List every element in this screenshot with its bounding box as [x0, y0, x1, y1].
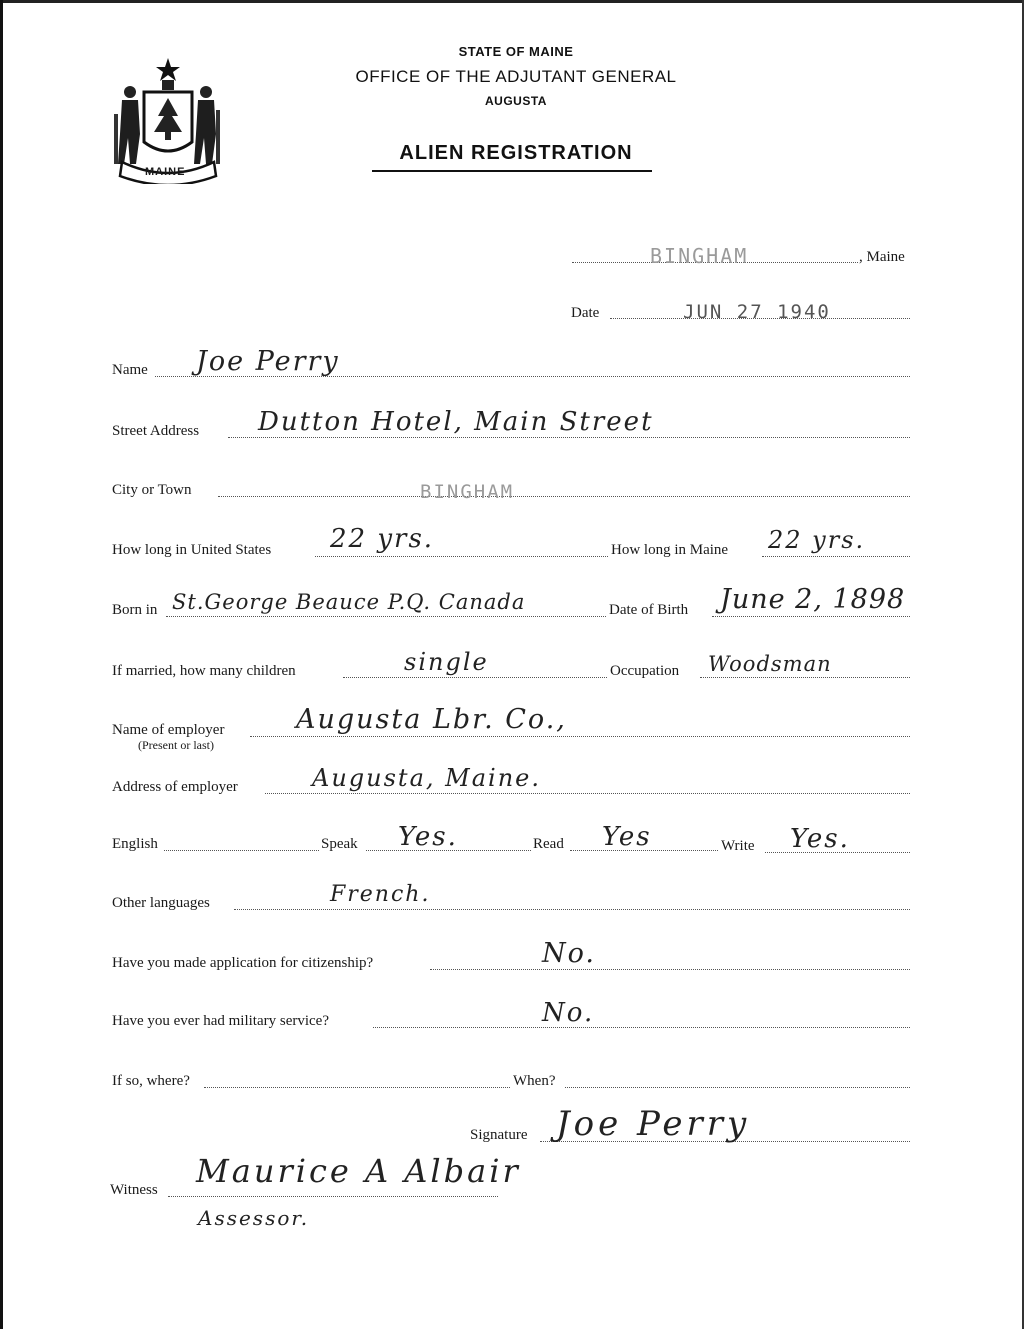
how-long-us-value: 22 yrs.: [330, 524, 435, 554]
date-of-birth-line: [712, 616, 910, 617]
employer-name-line: [250, 736, 910, 737]
header-state: STATE OF MAINE: [458, 44, 574, 59]
how-long-maine-line: [762, 556, 910, 557]
name-value: Joe Perry: [196, 346, 340, 377]
street-address-value: Dutton Hotel, Main Street: [258, 407, 654, 437]
when-label: When?: [513, 1073, 556, 1089]
witness-label: Witness: [110, 1182, 158, 1198]
other-languages-label: Other languages: [112, 895, 210, 911]
english-label: English: [112, 836, 158, 852]
title-underline: [372, 170, 652, 172]
military-label: Have you ever had military service?: [112, 1013, 329, 1029]
signature-value: Joe Perry: [556, 1104, 751, 1144]
occupation-line: [700, 677, 910, 678]
employer-name-label: Name of employer: [112, 722, 225, 738]
write-value: Yes.: [790, 824, 850, 854]
date-of-birth-label: Date of Birth: [609, 602, 689, 618]
write-label: Write: [721, 838, 755, 854]
speak-label: Speak: [321, 836, 358, 852]
other-languages-line: [234, 909, 910, 910]
children-value: single: [404, 648, 489, 676]
date-label: Date: [571, 305, 600, 321]
employer-address-label: Address of employer: [112, 779, 238, 795]
maine-label: , Maine: [859, 249, 905, 265]
document-title: ALIEN REGISTRATION: [399, 142, 633, 164]
read-value: Yes: [602, 822, 652, 852]
if-so-where-label: If so, where?: [112, 1073, 190, 1089]
speak-value: Yes.: [398, 822, 458, 852]
street-address-line: [228, 437, 910, 438]
witness-title: Assessor.: [198, 1206, 310, 1230]
children-line: [343, 677, 607, 678]
header-city: AUGUSTA: [485, 94, 547, 108]
employer-address-value: Augusta, Maine.: [312, 764, 541, 792]
street-address-label: Street Address: [112, 423, 200, 439]
military-value: No.: [542, 998, 595, 1028]
city-town-label: City or Town: [112, 482, 192, 498]
maine-state-seal-icon: [112, 54, 224, 184]
military-line: [373, 1027, 910, 1028]
signature-label: Signature: [470, 1127, 528, 1143]
if-so-where-line: [204, 1087, 510, 1088]
employer-address-line: [265, 793, 910, 794]
occupation-label: Occupation: [610, 663, 680, 679]
scan-border-top: [0, 0, 1024, 3]
how-long-maine-label: How long in Maine: [611, 542, 729, 558]
citizenship-label: Have you made application for citizenship?: [112, 955, 374, 971]
citizenship-line: [430, 969, 910, 970]
town-stamp: BINGHAM: [650, 244, 749, 268]
born-in-value: St.George Beauce P.Q. Canada: [172, 590, 526, 614]
how-long-maine-value: 22 yrs.: [768, 526, 866, 554]
date-of-birth-value: June 2, 1898: [720, 584, 906, 615]
city-town-line: [218, 496, 910, 497]
witness-value: Maurice A Albair: [196, 1152, 521, 1190]
name-label: Name: [112, 362, 148, 378]
born-in-line: [166, 616, 606, 617]
seal-ribbon-text: MAINE: [145, 166, 186, 178]
born-in-label: Born in: [112, 602, 158, 618]
occupation-value: Woodsman: [708, 652, 832, 676]
city-town-stamp: BINGHAM: [420, 481, 515, 503]
date-stamp: JUN 27 1940: [683, 301, 831, 323]
when-line: [565, 1087, 910, 1088]
how-long-us-line: [315, 556, 608, 557]
other-languages-value: French.: [330, 882, 431, 907]
employer-name-sublabel: (Present or last): [138, 738, 214, 752]
english-line: [164, 850, 319, 851]
read-label: Read: [533, 836, 564, 852]
citizenship-value: No.: [542, 938, 596, 969]
how-long-us-label: How long in United States: [112, 542, 272, 558]
scan-border-left: [0, 0, 3, 1329]
employer-name-value: Augusta Lbr. Co.,: [296, 704, 567, 735]
children-label: If married, how many children: [112, 663, 296, 679]
witness-line: [168, 1196, 498, 1197]
header-office: OFFICE OF THE ADJUTANT GENERAL: [355, 67, 677, 86]
